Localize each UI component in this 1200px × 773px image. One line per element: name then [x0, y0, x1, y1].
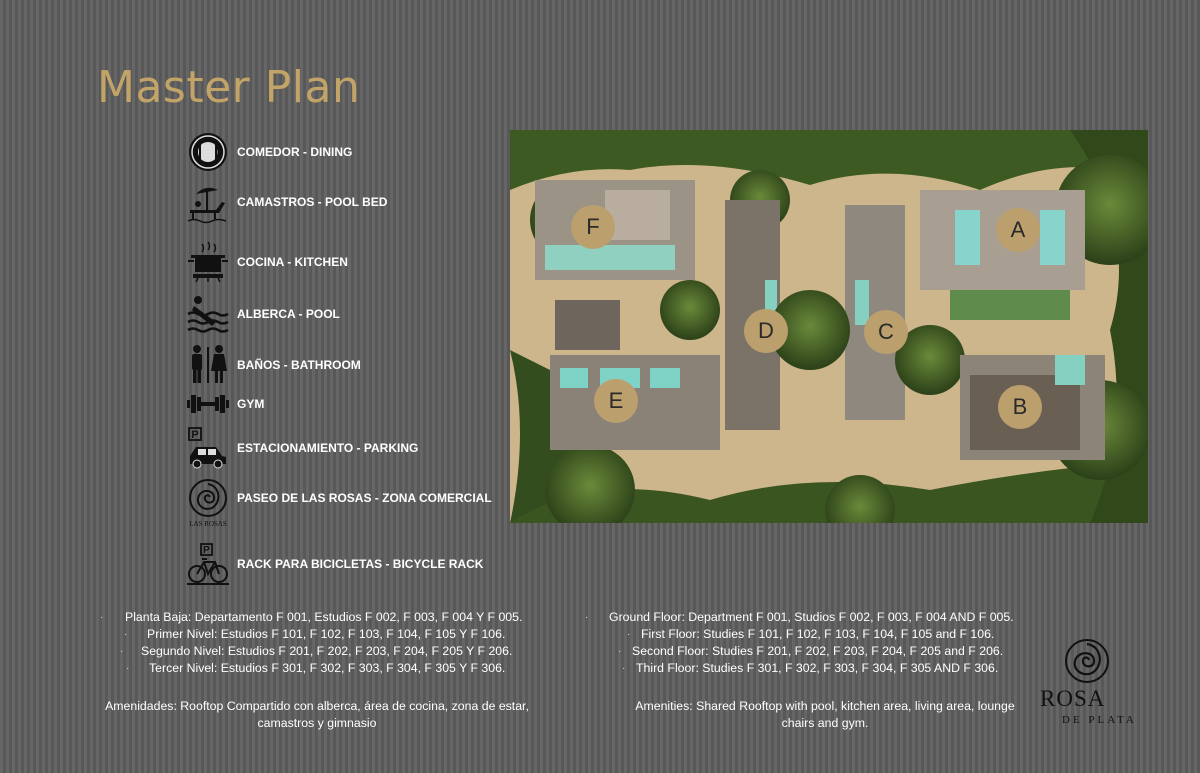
- building-label-f: F: [571, 205, 615, 249]
- spanish-amenities-line: camastros y gimnasio: [257, 716, 377, 730]
- legend-label: BAÑOS - BATHROOM: [237, 358, 361, 372]
- legend-label: PASEO DE LAS ROSAS - ZONA COMERCIAL: [237, 491, 492, 505]
- pool-icon: [186, 292, 230, 336]
- bullet: ·: [124, 629, 128, 640]
- legend-label: COCINA - KITCHEN: [237, 255, 348, 269]
- spanish-amenities: [80, 698, 554, 732]
- logo-rose-icon: [1062, 636, 1112, 686]
- english-floor-line: Third Floor: Studies F 301, F 302, F 303, F 304, F 305 AND F 306.: [636, 661, 999, 675]
- page-title: Master Plan: [97, 62, 361, 113]
- legend-kitchen: [186, 240, 516, 284]
- spanish-floor-line: Primer Nivel: Estudios F 101, F 102, F 103, F 104, F 105 Y F 106.: [147, 627, 506, 641]
- bullet: ·: [622, 663, 626, 674]
- legend-label: GYM: [237, 397, 265, 411]
- legend-label: CAMASTROS - POOL BED: [237, 195, 388, 209]
- building-label-c: C: [864, 310, 908, 354]
- svg-text:P: P: [191, 429, 199, 441]
- english-floor-line: First Floor: Studies F 101, F 102, F 103, F 104, F 105 and F 106.: [641, 627, 995, 641]
- site-plan-image: [510, 130, 1148, 523]
- spanish-floor-line: Planta Baja: Departamento F 001, Estudios F 002, F 003, F 004 Y F 005.: [125, 610, 523, 624]
- legend-pool: [186, 292, 516, 336]
- bullet: ·: [126, 663, 130, 674]
- rosa-de-plata-logo: [1040, 636, 1146, 736]
- kitchen-icon: [186, 240, 230, 284]
- logo-subtitle: DE PLATA: [1062, 714, 1137, 726]
- building-label-d: D: [744, 309, 788, 353]
- bullet: ·: [120, 646, 124, 657]
- bicycle-rack-icon: [186, 542, 230, 586]
- bullet: ·: [627, 629, 631, 640]
- rose-icon-caption: LAS ROSAS: [189, 520, 227, 528]
- building-label-a: A: [996, 208, 1040, 252]
- legend-pool-bed: [186, 180, 516, 224]
- gym-icon: [186, 382, 230, 426]
- legend-gym: [186, 382, 516, 426]
- building-label-b: B: [998, 385, 1042, 429]
- legend-label: ALBERCA - POOL: [237, 307, 340, 321]
- parking-icon: [186, 426, 230, 470]
- spanish-floor-line: Segundo Nivel: Estudios F 201, F 202, F 203, F 204, F 205 Y F 206.: [141, 644, 513, 658]
- logo-name: ROSA: [1040, 686, 1106, 711]
- english-amenities-line: chairs and gym.: [781, 716, 869, 730]
- spanish-floor-list: [100, 609, 540, 677]
- legend-bicycle-rack: [186, 542, 516, 586]
- bathroom-icon: [186, 343, 230, 387]
- english-amenities-line: Amenities: Shared Rooftop with pool, kitchen area, living area, lounge: [635, 699, 1015, 713]
- bullet: ·: [100, 612, 104, 623]
- english-amenities: [605, 698, 1045, 732]
- legend-commercial: [186, 476, 516, 528]
- rose-icon: [186, 476, 230, 520]
- pool-bed-icon: [186, 180, 230, 224]
- legend-dining: [186, 130, 516, 174]
- english-floor-line: Second Floor: Studies F 201, F 202, F 203, F 204, F 205 and F 206.: [632, 644, 1004, 658]
- dining-icon: [186, 130, 230, 174]
- english-floor-line: Ground Floor: Department F 001, Studios F 002, F 003, F 004 AND F 005.: [609, 610, 1014, 624]
- legend-label: RACK PARA BICICLETAS - BICYCLE RACK: [237, 557, 484, 571]
- legend-label: ESTACIONAMIENTO - PARKING: [237, 441, 419, 455]
- english-floor-list: [585, 609, 1035, 677]
- bullet: ·: [618, 646, 622, 657]
- spanish-floor-line: Tercer Nivel: Estudios F 301, F 302, F 303, F 304, F 305 Y F 306.: [149, 661, 506, 675]
- legend-parking: [186, 426, 516, 470]
- bullet: ·: [585, 612, 589, 623]
- spanish-amenities-line: Amenidades: Rooftop Compartido con alberca, área de cocina, zona de estar,: [105, 699, 529, 713]
- legend-bathroom: [186, 343, 516, 387]
- building-label-e: E: [594, 379, 638, 423]
- svg-text:P: P: [203, 545, 210, 556]
- legend-label: COMEDOR - DINING: [237, 145, 353, 159]
